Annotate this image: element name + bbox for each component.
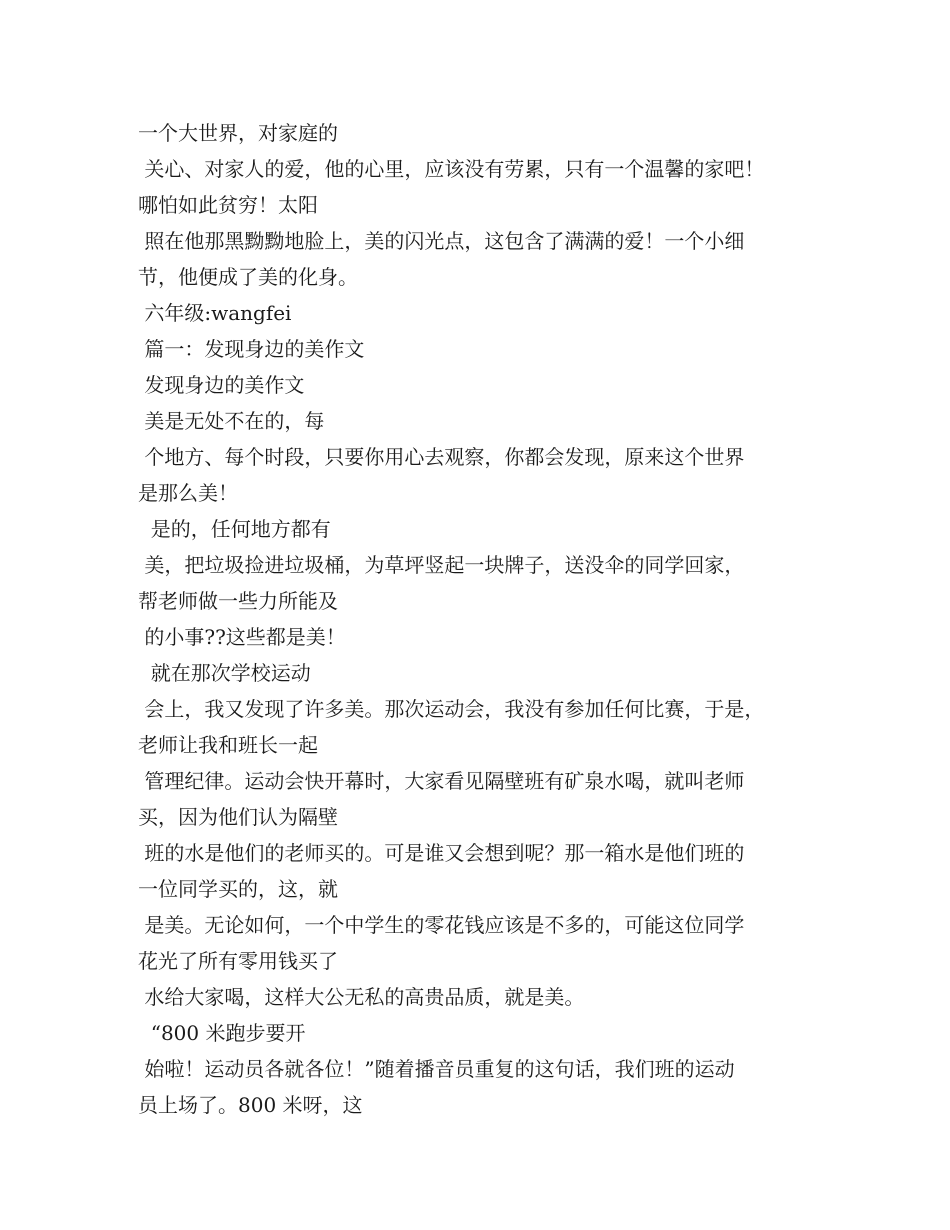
text-line: 美，把垃圾捡进垃圾桶，为草坪竖起一块牌子，送没伞的同学回家， [138,553,745,577]
text-line: 六年级:wangfei [138,301,292,325]
text-line: 照在他那黑黝黝地脸上，美的闪光点，这包含了满满的爱！一个小细 [138,229,745,253]
text-line: 会上，我又发现了许多美。那次运动会，我没有参加任何比赛，于是， [138,697,765,721]
text-line: 个地方、每个时段，只要你用心去观察，你都会发现，原来这个世界 [138,445,745,469]
document-text [138,115,838,1123]
text-line: 员上场了。800 米呀，这 [138,1093,363,1117]
article-title: 发现身边的美作文 [138,373,305,397]
text-line: 美是无处不在的，每 [138,409,325,433]
text-line: 是那么美！ [138,481,238,505]
text-line: 管理纪律。运动会快开幕时，大家看见隔壁班有矿泉水喝，就叫老师 [138,769,745,793]
section-heading: 篇一：发现身边的美作文 [138,337,365,361]
text-line: 关心、对家人的爱，他的心里，应该没有劳累，只有一个温馨的家吧！ [138,157,765,181]
text-line: 花光了所有零用钱买了 [138,949,338,973]
text-line: 买，因为他们认为隔壁 [138,805,338,829]
text-line: “800 米跑步要开 [138,1021,306,1045]
text-line: 一位同学买的，这，就 [138,877,338,901]
text-line: 帮老师做一些力所能及 [138,589,338,613]
text-line: 哪怕如此贫穷！太阳 [138,193,318,217]
text-line: 一个大世界，对家庭的 [138,121,338,145]
text-line: 是的，任何地方都有 [138,517,331,541]
text-line: 是美。无论如何，一个中学生的零花钱应该是不多的，可能这位同学 [138,913,745,937]
text-line: 老师让我和班长一起 [138,733,318,757]
text-line: 节，他便成了美的化身。 [138,265,358,289]
text-line: 班的水是他们的老师买的。可是谁又会想到呢？那一箱水是他们班的 [138,841,745,865]
text-line: 的小事??这些都是美！ [138,625,346,649]
text-line: 始啦！运动员各就各位！”随着播音员重复的这句话，我们班的运动 [138,1057,735,1081]
text-line: 就在那次学校运动 [138,661,311,685]
text-line: 水给大家喝，这样大公无私的高贵品质，就是美。 [138,985,585,1009]
